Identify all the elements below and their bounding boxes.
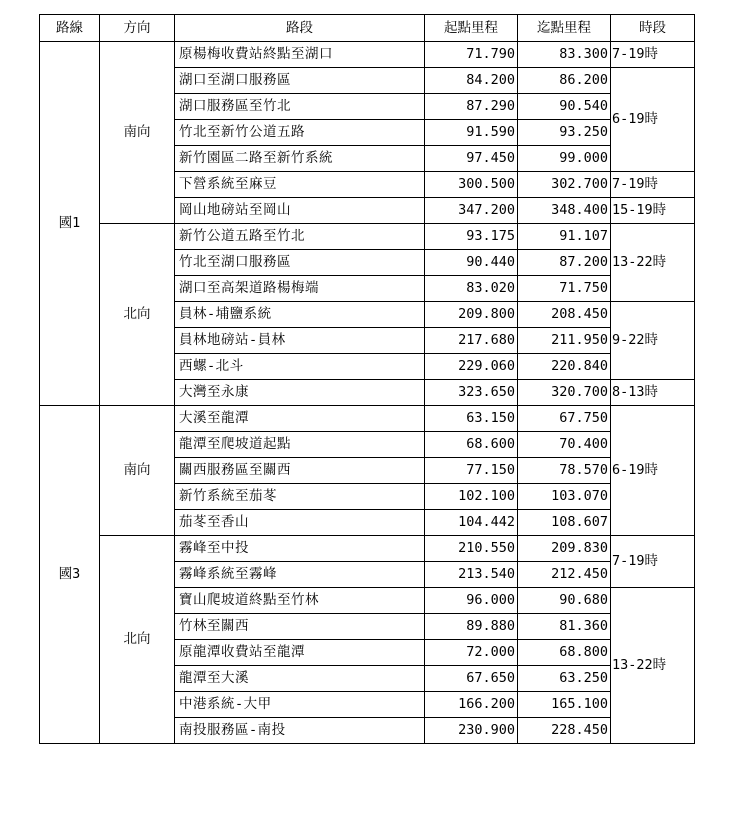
start-km-cell: 166.200 (425, 692, 518, 718)
start-km-cell: 300.500 (425, 172, 518, 198)
start-km-cell: 347.200 (425, 198, 518, 224)
start-km-cell: 104.442 (425, 510, 518, 536)
period-cell: 15-19時 (611, 198, 695, 224)
segment-cell: 龍潭至爬坡道起點 (175, 432, 425, 458)
start-km-cell: 97.450 (425, 146, 518, 172)
period-cell: 9-22時 (611, 302, 695, 380)
end-km-cell: 70.400 (518, 432, 611, 458)
end-km-cell: 228.450 (518, 718, 611, 744)
segment-cell: 關西服務區至關西 (175, 458, 425, 484)
end-km-cell: 71.750 (518, 276, 611, 302)
start-km-cell: 63.150 (425, 406, 518, 432)
segment-cell: 下營系統至麻豆 (175, 172, 425, 198)
start-km-cell: 323.650 (425, 380, 518, 406)
end-km-cell: 208.450 (518, 302, 611, 328)
table-row (40, 42, 695, 68)
end-km-cell: 68.800 (518, 640, 611, 666)
segment-cell: 湖口至高架道路楊梅端 (175, 276, 425, 302)
header-end-km: 迄點里程 (518, 15, 611, 42)
start-km-cell: 90.440 (425, 250, 518, 276)
end-km-cell: 78.570 (518, 458, 611, 484)
start-km-cell: 230.900 (425, 718, 518, 744)
end-km-cell: 90.680 (518, 588, 611, 614)
start-km-cell: 83.020 (425, 276, 518, 302)
segment-cell: 竹林至關西 (175, 614, 425, 640)
segment-cell: 原龍潭收費站至龍潭 (175, 640, 425, 666)
table-row (40, 536, 695, 562)
end-km-cell: 108.607 (518, 510, 611, 536)
segment-cell: 員林-埔鹽系統 (175, 302, 425, 328)
end-km-cell: 93.250 (518, 120, 611, 146)
start-km-cell: 72.000 (425, 640, 518, 666)
end-km-cell: 209.830 (518, 536, 611, 562)
start-km-cell: 77.150 (425, 458, 518, 484)
start-km-cell: 67.650 (425, 666, 518, 692)
header-period: 時段 (611, 15, 695, 42)
period-cell: 6-19時 (611, 68, 695, 172)
end-km-cell: 63.250 (518, 666, 611, 692)
start-km-cell: 229.060 (425, 354, 518, 380)
segment-cell: 中港系統-大甲 (175, 692, 425, 718)
end-km-cell: 99.000 (518, 146, 611, 172)
start-km-cell: 71.790 (425, 42, 518, 68)
segment-cell: 原楊梅收費站終點至湖口 (175, 42, 425, 68)
end-km-cell: 103.070 (518, 484, 611, 510)
start-km-cell: 213.540 (425, 562, 518, 588)
end-km-cell: 320.700 (518, 380, 611, 406)
segment-cell: 霧峰系統至霧峰 (175, 562, 425, 588)
header-row (40, 15, 695, 42)
end-km-cell: 302.700 (518, 172, 611, 198)
direction-cell: 南向 (100, 406, 175, 536)
direction-cell: 北向 (100, 536, 175, 744)
direction-cell: 北向 (100, 224, 175, 406)
table-row (40, 406, 695, 432)
segment-cell: 霧峰至中投 (175, 536, 425, 562)
segment-cell: 竹北至新竹公道五路 (175, 120, 425, 146)
period-cell: 13-22時 (611, 588, 695, 744)
route-cell: 國3 (40, 406, 100, 744)
start-km-cell: 89.880 (425, 614, 518, 640)
period-cell: 13-22時 (611, 224, 695, 302)
start-km-cell: 68.600 (425, 432, 518, 458)
segment-cell: 新竹系統至茄苳 (175, 484, 425, 510)
start-km-cell: 209.800 (425, 302, 518, 328)
segment-cell: 南投服務區-南投 (175, 718, 425, 744)
segment-cell: 新竹園區二路至新竹系統 (175, 146, 425, 172)
segment-cell: 新竹公道五路至竹北 (175, 224, 425, 250)
table-row (40, 224, 695, 250)
start-km-cell: 91.590 (425, 120, 518, 146)
segment-cell: 湖口至湖口服務區 (175, 68, 425, 94)
end-km-cell: 67.750 (518, 406, 611, 432)
end-km-cell: 211.950 (518, 328, 611, 354)
period-cell: 7-19時 (611, 42, 695, 68)
end-km-cell: 87.200 (518, 250, 611, 276)
segment-cell: 大灣至永康 (175, 380, 425, 406)
end-km-cell: 83.300 (518, 42, 611, 68)
header-route: 路線 (40, 15, 100, 42)
table-header (40, 15, 695, 42)
start-km-cell: 93.175 (425, 224, 518, 250)
end-km-cell: 86.200 (518, 68, 611, 94)
table-body (40, 42, 695, 744)
segment-cell: 寶山爬坡道終點至竹林 (175, 588, 425, 614)
header-direction: 方向 (100, 15, 175, 42)
start-km-cell: 217.680 (425, 328, 518, 354)
end-km-cell: 165.100 (518, 692, 611, 718)
segment-cell: 岡山地磅站至岡山 (175, 198, 425, 224)
mileage-table (39, 14, 695, 744)
start-km-cell: 102.100 (425, 484, 518, 510)
period-cell: 8-13時 (611, 380, 695, 406)
segment-cell: 西螺-北斗 (175, 354, 425, 380)
end-km-cell: 220.840 (518, 354, 611, 380)
start-km-cell: 84.200 (425, 68, 518, 94)
end-km-cell: 212.450 (518, 562, 611, 588)
start-km-cell: 96.000 (425, 588, 518, 614)
start-km-cell: 87.290 (425, 94, 518, 120)
end-km-cell: 81.360 (518, 614, 611, 640)
period-cell: 7-19時 (611, 172, 695, 198)
segment-cell: 龍潭至大溪 (175, 666, 425, 692)
route-cell: 國1 (40, 42, 100, 406)
segment-cell: 湖口服務區至竹北 (175, 94, 425, 120)
segment-cell: 茄苳至香山 (175, 510, 425, 536)
segment-cell: 竹北至湖口服務區 (175, 250, 425, 276)
direction-cell: 南向 (100, 42, 175, 224)
start-km-cell: 210.550 (425, 536, 518, 562)
segment-cell: 員林地磅站-員林 (175, 328, 425, 354)
period-cell: 7-19時 (611, 536, 695, 588)
period-cell: 6-19時 (611, 406, 695, 536)
header-segment: 路段 (175, 15, 425, 42)
end-km-cell: 91.107 (518, 224, 611, 250)
end-km-cell: 348.400 (518, 198, 611, 224)
segment-cell: 大溪至龍潭 (175, 406, 425, 432)
header-start-km: 起點里程 (425, 15, 518, 42)
end-km-cell: 90.540 (518, 94, 611, 120)
